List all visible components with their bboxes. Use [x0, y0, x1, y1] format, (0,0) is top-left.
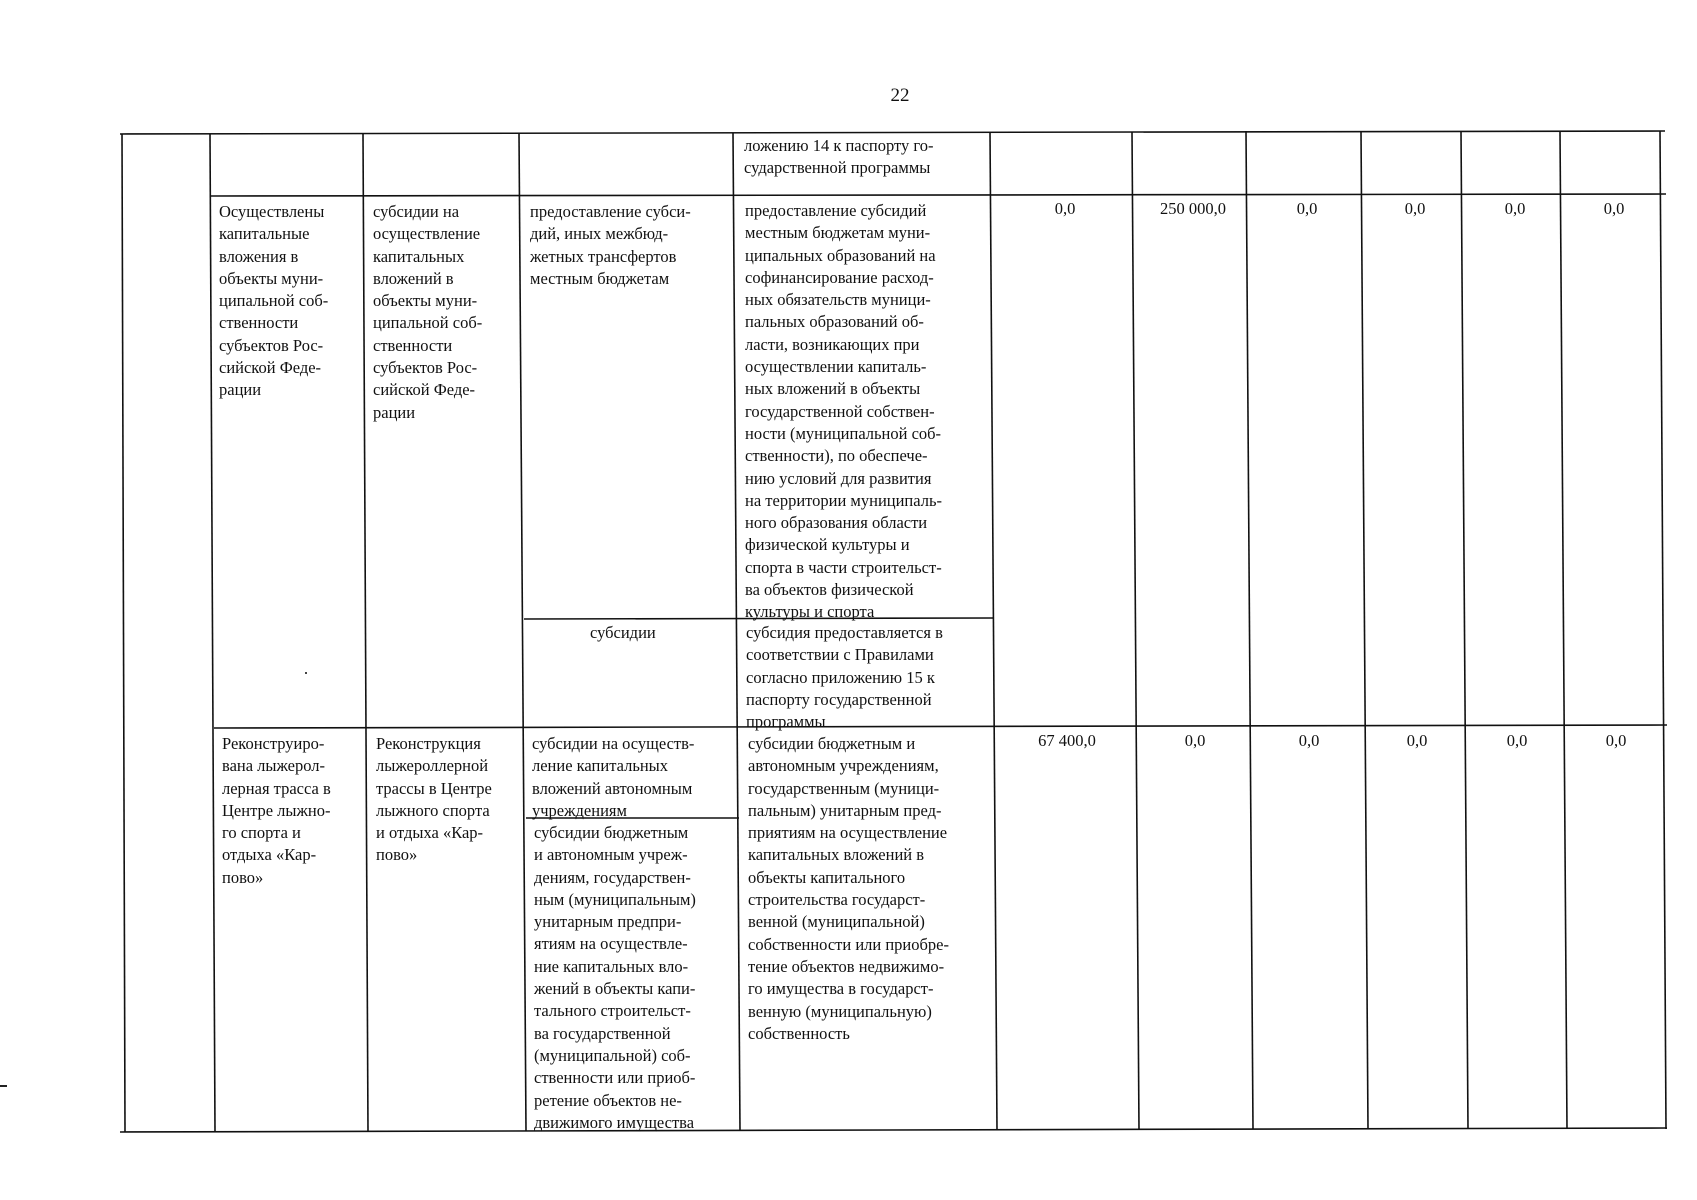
row1-financing-form-2: субсидии	[590, 623, 656, 642]
col-line-2	[363, 134, 368, 1132]
row1-value-3: 0,0	[1296, 199, 1318, 218]
col-line-10	[1560, 131, 1567, 1129]
row1-value-1: 0,0	[1054, 199, 1076, 218]
row2-value-3: 0,0	[1298, 731, 1320, 750]
col-line-6	[1132, 132, 1139, 1130]
row1-description: предоставление субсидий местным бюджетам муни- ципальных образований на софинансирование расход- ных обязательств муници- пальных образований об- ласти, возникающих при осуществлении капиталь- ных вложений в объекты государственной собствен- ности (муниципальной соб- ственности), по обеспече- нию условий для развития на территории муниципаль- ного образования области физической культуры и спорта в части строительст- ва объектов физической культуры и спорта	[745, 201, 942, 622]
row1-value-5: 0,0	[1504, 199, 1526, 218]
col-line-1	[210, 134, 215, 1132]
row1-description-2: субсидия предоставляется в соответствии с Правилами согласно приложению 15 к паспорту государственной программы	[746, 623, 943, 732]
row2-financing-form: субсидии на осуществ- ление капитальных вложений автономным учреждениям	[532, 734, 695, 820]
margin-mark	[0, 1085, 7, 1087]
col-line-8	[1361, 131, 1368, 1129]
table-bottom-border	[120, 1128, 1667, 1132]
row2-description: субсидии бюджетным и автономным учреждениям, государственным (муници- пальным) унитарным пред- приятиям на осуществление капитальных вложений в объекты капитального строительства государст- венной (муниципальной) собственности или приобре- тение объектов недвижимо- го имущества в государст- венную (муниципальную) собственность	[748, 734, 949, 1043]
row-divider-1	[211, 194, 1666, 196]
row1-value-4: 0,0	[1404, 199, 1426, 218]
page-number: 22	[890, 85, 910, 106]
col-line-11	[1660, 131, 1666, 1129]
row2-value-2: 0,0	[1184, 731, 1206, 750]
row2-value-4: 0,0	[1406, 731, 1428, 750]
row2-goal: Реконструиро- вана лыжерол- лерная трасса в Центре лыжно- го спорта и отдыха «Кар- пово»	[222, 734, 331, 887]
row2-value-6: 0,0	[1605, 731, 1627, 750]
col-line-4	[733, 133, 740, 1131]
row0-description: ложению 14 к паспорту го- сударственной программы	[744, 136, 934, 178]
col-line-0	[122, 134, 125, 1132]
row1-measure: субсидии на осуществление капитальных вложений в объекты муни- ципальной соб- ственности субъектов Рос- сийской Феде- рации	[373, 202, 483, 422]
row1-value-2: 250 000,0	[1160, 199, 1226, 218]
stray-dot	[305, 672, 307, 674]
col-line-5	[990, 132, 997, 1130]
col-line-3	[519, 133, 526, 1131]
row2-financing-form-2: субсидии бюджетным и автономным учреж- дениям, государствен- ным (муниципальным) унитарным предпри- ятиям на осуществле- ние капитальных вло- жений в объекты капи- тального строительст- ва государственной (муниципальной) соб- ственности или приоб- ретение объектов не- движимого имущества	[534, 823, 696, 1132]
table-top-border	[120, 131, 1665, 134]
row2-value-1: 67 400,0	[1038, 731, 1096, 750]
row2-value-5: 0,0	[1506, 731, 1528, 750]
row1-value-6: 0,0	[1603, 199, 1625, 218]
row1-goal: Осуществлены капитальные вложения в объекты муни- ципальной соб- ственности субъектов Рос- сийской Феде- рации	[219, 202, 329, 400]
row2-measure: Реконструкция лыжероллерной трассы в Центре лыжного спорта и отдыха «Кар- пово»	[376, 734, 492, 865]
col-line-9	[1461, 131, 1468, 1129]
row1-financing-form: предоставление субси- дий, иных межбюд- жетных трансфертов местным бюджетам	[530, 202, 691, 288]
col-line-7	[1246, 131, 1253, 1129]
